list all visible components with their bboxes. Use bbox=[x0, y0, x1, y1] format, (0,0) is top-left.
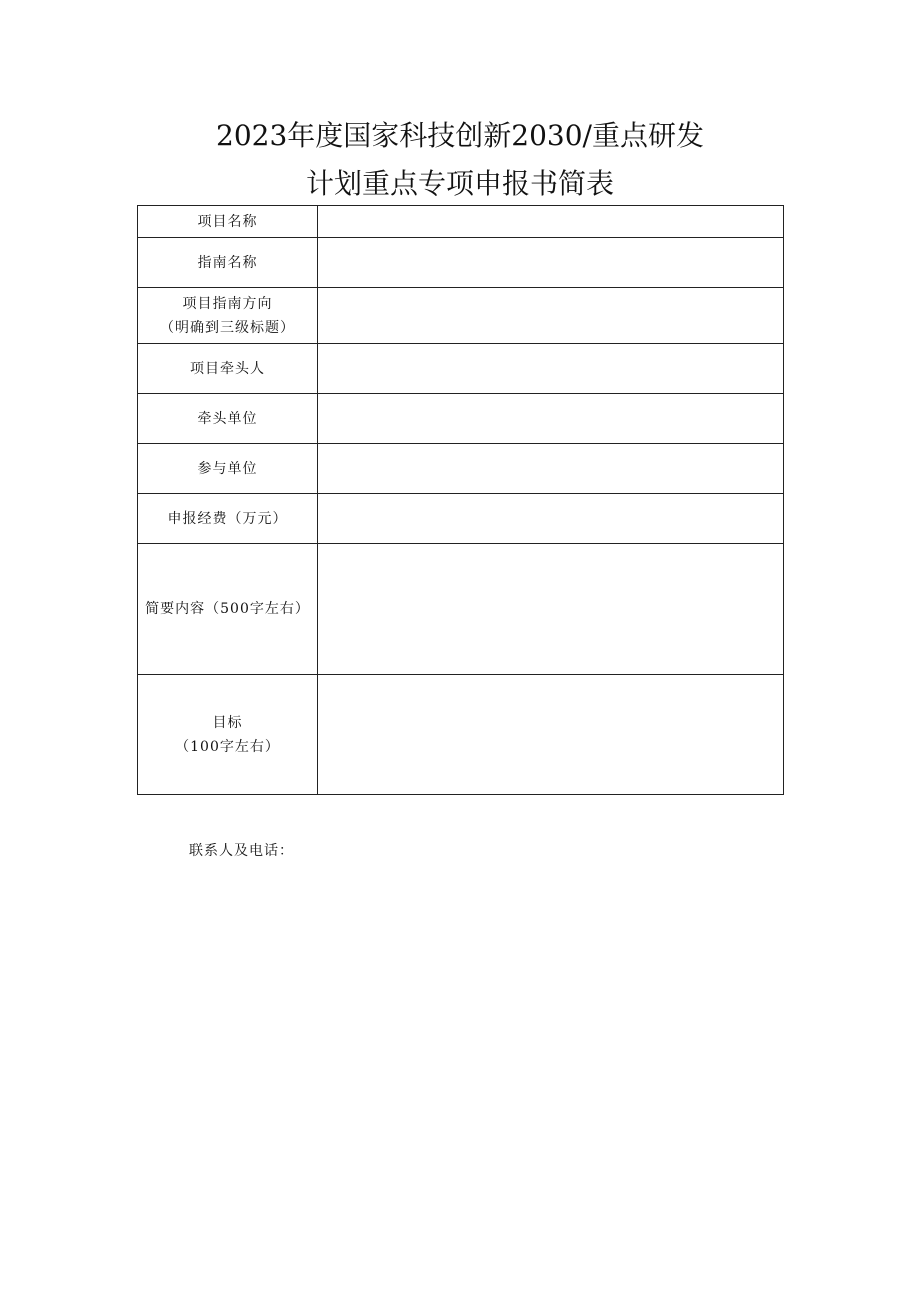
table-row bbox=[138, 344, 784, 394]
row-value-guide-direction[interactable] bbox=[318, 288, 784, 344]
row-label-guide-name bbox=[138, 238, 318, 288]
row-label-participating-units bbox=[138, 444, 318, 494]
row-value-participating-units[interactable] bbox=[318, 444, 784, 494]
row-label-guide-direction bbox=[138, 288, 318, 344]
table-row bbox=[138, 288, 784, 344]
table-row bbox=[138, 238, 784, 288]
row-value-brief-content[interactable] bbox=[318, 544, 784, 675]
label-text: 项目名称 bbox=[197, 213, 258, 230]
document-title-line-1: 2023年度国家科技创新2030/重点研发 bbox=[216, 119, 704, 152]
table-row bbox=[138, 675, 784, 795]
row-label-project-name bbox=[138, 206, 318, 238]
label-text: 项目牵头人 bbox=[190, 360, 265, 377]
row-label-brief-content bbox=[138, 544, 318, 675]
table-row bbox=[138, 544, 784, 675]
label-text: 指南名称 bbox=[197, 254, 258, 271]
row-value-project-name[interactable] bbox=[318, 206, 784, 238]
document-title-line-2: 计划重点专项申报书简表 bbox=[305, 167, 614, 200]
label-text: 目标 bbox=[212, 714, 243, 731]
table-row bbox=[138, 494, 784, 544]
table-row bbox=[138, 444, 784, 494]
label-subtext: （100字左右） bbox=[175, 738, 280, 755]
label-text: 参与单位 bbox=[197, 460, 258, 477]
application-summary-table bbox=[137, 205, 784, 795]
row-value-guide-name[interactable] bbox=[318, 238, 784, 288]
row-label-requested-funding bbox=[138, 494, 318, 544]
contact-label: 联系人及电话： bbox=[189, 843, 294, 859]
row-value-requested-funding[interactable] bbox=[318, 494, 784, 544]
row-label-objectives bbox=[138, 675, 318, 795]
row-value-objectives[interactable] bbox=[318, 675, 784, 795]
table-row bbox=[138, 394, 784, 444]
row-label-project-leader bbox=[138, 344, 318, 394]
label-text: 牵头单位 bbox=[197, 410, 258, 427]
label-text: 简要内容（500字左右） bbox=[145, 601, 310, 617]
row-label-lead-unit bbox=[138, 394, 318, 444]
label-text: 项目指南方向 bbox=[182, 295, 273, 312]
table-row bbox=[138, 206, 784, 238]
row-value-project-leader[interactable] bbox=[318, 344, 784, 394]
row-value-lead-unit[interactable] bbox=[318, 394, 784, 444]
label-subtext: （明确到三级标题） bbox=[160, 319, 295, 336]
label-text: 申报经费（万元） bbox=[167, 510, 288, 527]
